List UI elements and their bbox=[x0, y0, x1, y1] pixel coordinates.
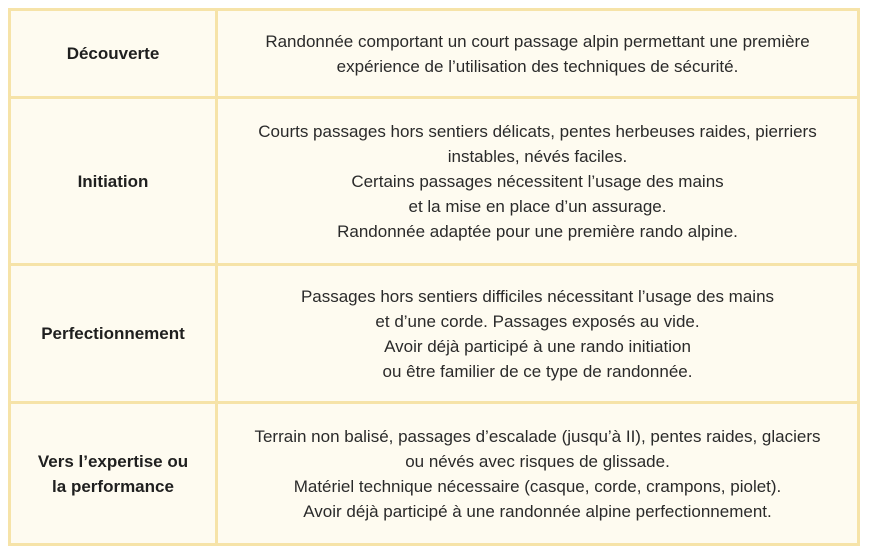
table-row bbox=[10, 10, 859, 98]
description-line: expérience de l’utilisation des techniques de sécurité. bbox=[336, 56, 739, 76]
description-line: et la mise en place d’un assurage. bbox=[408, 196, 667, 216]
level-name: Vers l’expertise ou bbox=[37, 451, 189, 471]
description-line: Randonnée adaptée pour une première rando alpine. bbox=[337, 221, 738, 241]
description-line: Courts passages hors sentiers délicats, pentes herbeuses raides, pierriers bbox=[258, 121, 817, 141]
description-line: instables, névés faciles. bbox=[447, 146, 628, 166]
level-name: Découverte bbox=[66, 44, 160, 63]
level-cell bbox=[10, 403, 217, 545]
description-cell bbox=[217, 403, 859, 545]
table-row bbox=[10, 98, 859, 265]
description-line: ou névés avec risques de glissade. bbox=[405, 451, 670, 471]
level-cell bbox=[10, 265, 217, 403]
level-cell bbox=[10, 98, 217, 265]
difficulty-levels-table bbox=[8, 8, 860, 546]
level-name: Initiation bbox=[77, 171, 149, 191]
description-cell bbox=[217, 10, 859, 98]
level-cell bbox=[10, 10, 217, 98]
description-line: Matériel technique nécessaire (casque, corde, crampons, piolet). bbox=[293, 476, 782, 496]
description-line: ou être familier de ce type de randonnée. bbox=[382, 361, 693, 381]
table-row bbox=[10, 403, 859, 545]
description-cell bbox=[217, 98, 859, 265]
description-cell bbox=[217, 265, 859, 403]
level-name: Perfectionnement bbox=[41, 324, 185, 343]
description-line: Terrain non balisé, passages d’escalade (jusqu’à II), pentes raides, glaciers bbox=[254, 426, 821, 446]
description-line: Certains passages nécessitent l’usage des mains bbox=[351, 171, 724, 191]
description-line: et d’une corde. Passages exposés au vide. bbox=[375, 311, 700, 331]
table-row bbox=[10, 265, 859, 403]
description-line: Avoir déjà participé à une rando initiation bbox=[384, 336, 691, 356]
description-line: Randonnée comportant un court passage alpin permettant une première bbox=[265, 31, 810, 51]
description-line: Avoir déjà participé à une randonnée alpine perfectionnement. bbox=[303, 501, 772, 521]
description-line: Passages hors sentiers difficiles nécessitant l’usage des mains bbox=[300, 286, 775, 306]
level-name: la performance bbox=[52, 476, 174, 496]
